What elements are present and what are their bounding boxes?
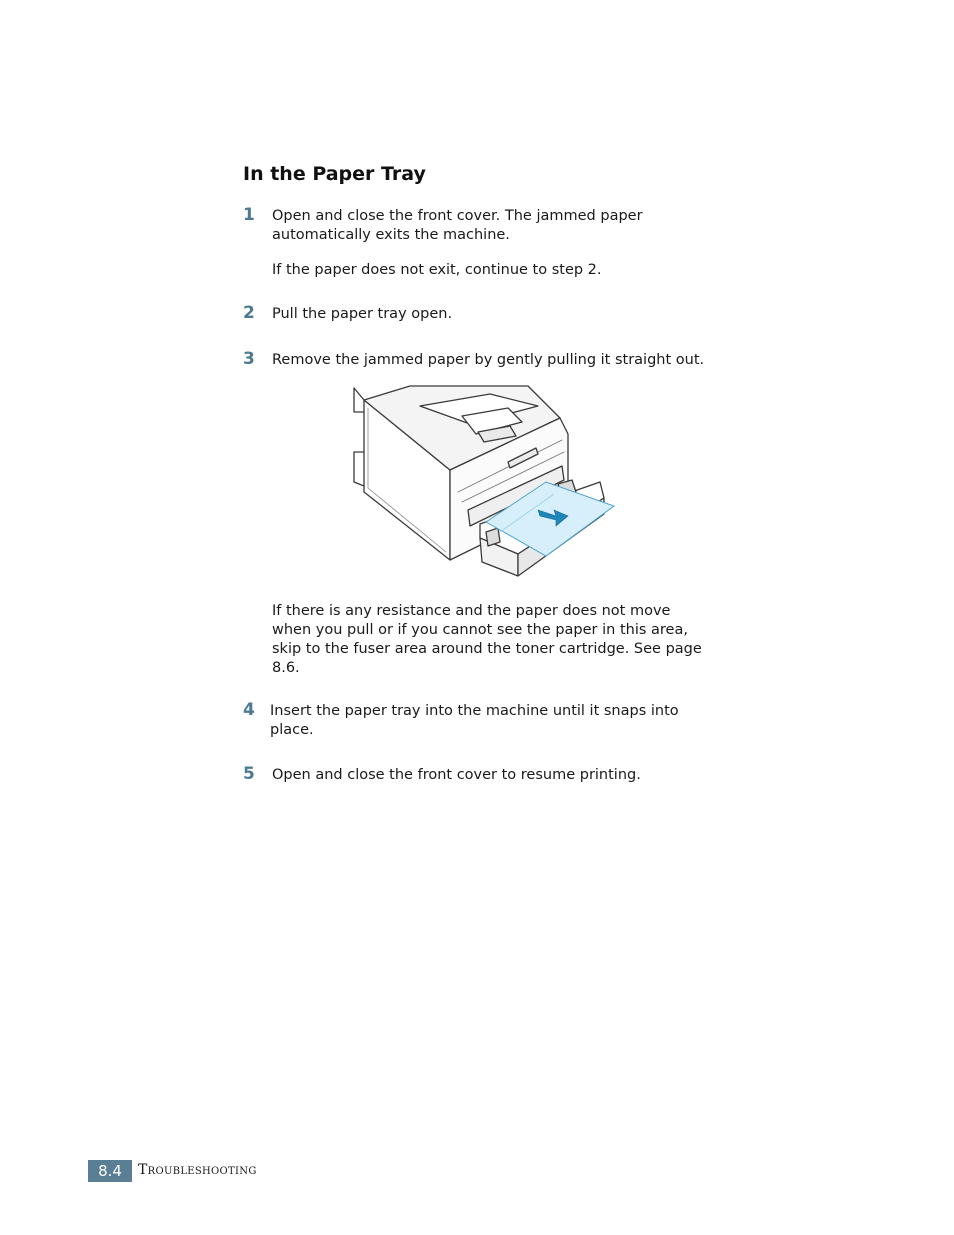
step-5-text: Open and close the front cover to resume printing. [272, 767, 641, 783]
step-1-text: Open and close the front cover. The jammed paper automatically exits the machine. [272, 208, 643, 243]
step-2-number: 2 [243, 303, 255, 323]
step-1-number: 1 [243, 205, 255, 225]
section-title: In the Paper Tray [243, 163, 426, 185]
step-2-text: Pull the paper tray open. [272, 306, 453, 322]
page-number-badge: 8.4 [88, 1160, 132, 1182]
step-3-number: 3 [243, 349, 255, 369]
step-3-text: Remove the jammed paper by gently pulling it straight out. [272, 352, 705, 368]
printer-paper-jam-illustration [350, 382, 618, 580]
step-4-number: 4 [243, 700, 255, 720]
step-3-note: If there is any resistance and the paper does not move when you pull or if you cannot see the paper in this area, skip to the fuser area around the toner cartridge. See page 8.6. [272, 603, 702, 676]
step-4-text: Insert the paper tray into the machine until it snaps into place. [270, 703, 679, 738]
chapter-label: Troubleshooting [138, 1162, 257, 1178]
step-5-number: 5 [243, 764, 255, 784]
step-1-note: If the paper does not exit, continue to step 2. [272, 262, 602, 278]
